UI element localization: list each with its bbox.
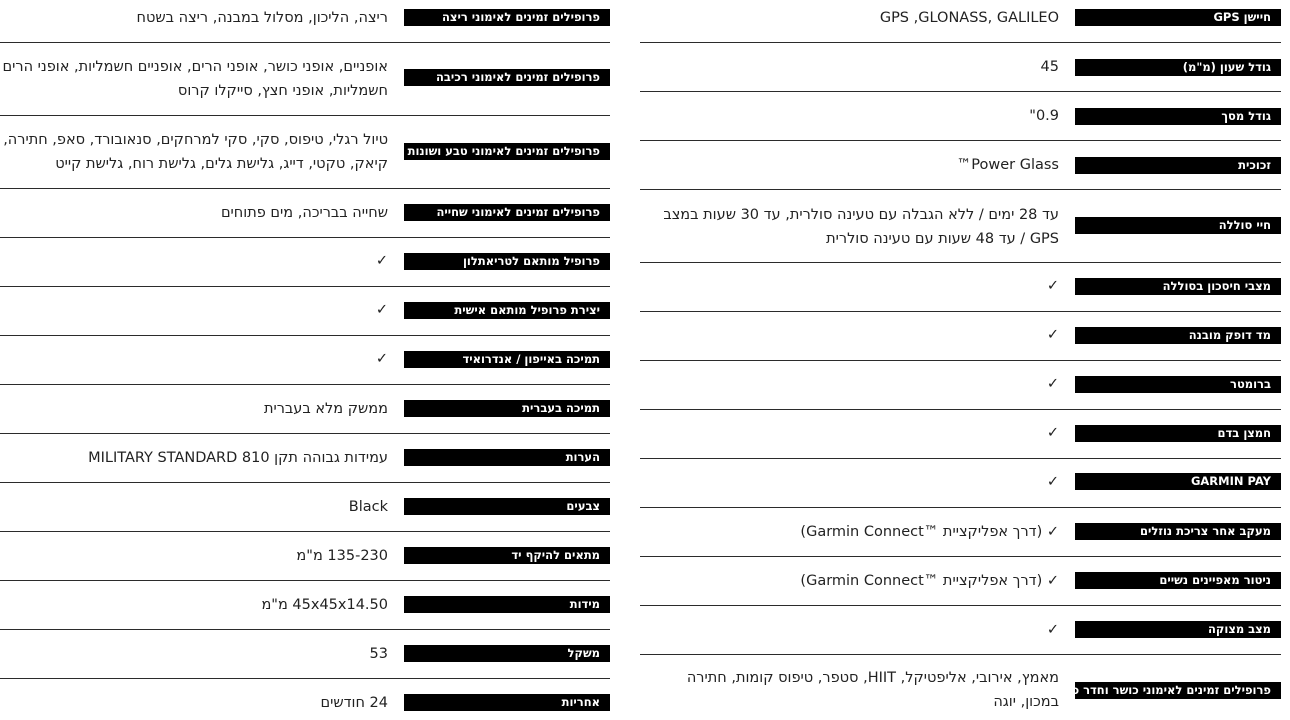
spec-value: ✓ (דרך אפליקציית ™Garmin Connect) xyxy=(800,524,1059,540)
spec-value: GPS ,GLONASS, GALILEO xyxy=(879,10,1059,26)
spec-label: ניטור מאפיינים נשיים xyxy=(1075,572,1281,589)
spec-value: עמידות גבוהה תקן MILITARY STANDARD 810 xyxy=(88,450,388,466)
spec-row-gym-profiles xyxy=(640,655,1281,719)
spec-row-blood-oxygen xyxy=(640,410,1281,459)
spec-row-battery-saver xyxy=(640,263,1281,312)
spec-row-dimensions xyxy=(0,581,610,630)
spec-value: 45x45x14.50 מ"מ xyxy=(261,597,388,613)
spec-label: מד דופק מובנה xyxy=(1075,327,1281,344)
spec-row-running xyxy=(0,0,610,43)
spec-value: ממשק מלא בעברית xyxy=(263,401,388,417)
spec-row-hydration xyxy=(640,508,1281,557)
spec-value: 24 חודשים xyxy=(320,695,388,711)
spec-value: ✓ xyxy=(1046,474,1059,490)
spec-value: ריצה, הליכון, מסלול במבנה, ריצה בשטח xyxy=(136,10,388,26)
spec-label: יצירת פרופיל מותאם אישית xyxy=(404,302,610,319)
spec-value: ✓ xyxy=(1046,278,1059,294)
spec-value: ✓ xyxy=(1046,327,1059,343)
spec-row-barometer xyxy=(640,361,1281,410)
spec-value: 53 xyxy=(369,646,388,662)
spec-row-wrist-size xyxy=(0,532,610,581)
spec-label: מידות xyxy=(404,596,610,613)
spec-value: טיול רגלי, טיפוס, סקי, סקי למרחקים, סנאובורד, סאפ, חתירה, קיאק, טקטי, דייג, גלישת גלים, גלישת רוח, גלישת קייט xyxy=(3,132,388,172)
spec-label: פרופילים זמינים לאימוני שחייה xyxy=(404,204,610,221)
spec-label: ברומטר xyxy=(1075,376,1281,393)
spec-label: חמצן בדם xyxy=(1075,425,1281,442)
spec-value: ✓ xyxy=(375,253,388,269)
spec-label: פרופיל מותאם לטריאתלון xyxy=(404,253,610,270)
spec-label: תמיכה בעברית xyxy=(404,400,610,417)
spec-value: 45 xyxy=(1040,59,1059,75)
spec-row-heart-rate xyxy=(640,312,1281,361)
spec-value: Black xyxy=(348,499,388,515)
spec-label: הערות xyxy=(404,449,610,466)
spec-label: אחריות xyxy=(404,694,610,711)
spec-row-swimming xyxy=(0,189,610,238)
spec-row-gps xyxy=(640,0,1281,43)
spec-row-hebrew xyxy=(0,385,610,434)
spec-row-custom-profile xyxy=(0,287,610,336)
spec-value: ✓ xyxy=(1046,622,1059,638)
spec-row-notes xyxy=(0,434,610,483)
spec-label: זכוכית xyxy=(1075,157,1281,174)
spec-label: פרופילים זמינים לאימוני כושר וחדר כושר xyxy=(1075,682,1281,699)
spec-row-colors xyxy=(0,483,610,532)
spec-value: 135-230 מ"מ xyxy=(296,548,388,564)
spec-row-glass xyxy=(640,141,1281,190)
spec-label: תמיכה באייפון / אנדרואיד xyxy=(404,351,610,368)
spec-row-warranty xyxy=(0,679,610,719)
spec-row-watch-size xyxy=(640,43,1281,92)
spec-value: עד 28 ימים / ללא הגבלה עם טעינה סולרית, עד 30 שעות במצב GPS / עד 48 שעות עם טעינה סולרית xyxy=(663,207,1059,247)
spec-label: פרופילים זמינים לאימוני רכיבה xyxy=(404,69,610,86)
spec-row-incident xyxy=(640,606,1281,655)
spec-value: אופניים, אופני כושר, אופני הרים, אופניים חשמליות, אופני הרים חשמליות, אופני חצץ, סייקלו קרוס xyxy=(2,59,388,99)
spec-row-womens-health xyxy=(640,557,1281,606)
spec-label: GARMIN PAY xyxy=(1075,473,1281,490)
spec-row-weight xyxy=(0,630,610,679)
spec-label: מצב מצוקה xyxy=(1075,621,1281,638)
spec-row-battery xyxy=(640,190,1281,263)
spec-row-outdoor xyxy=(0,116,610,189)
spec-label: חיישן GPS xyxy=(1075,9,1281,26)
spec-label: מעקב אחר צריכת נוזלים xyxy=(1075,523,1281,540)
spec-label: פרופילים זמינים לאימוני ריצה xyxy=(404,9,610,26)
spec-value: Power Glass™ xyxy=(956,157,1059,173)
spec-row-garmin-pay xyxy=(640,459,1281,508)
spec-value: שחייה בבריכה, מים פתוחים xyxy=(220,205,388,221)
spec-label: מתאים להיקף יד xyxy=(404,547,610,564)
spec-row-screen-size xyxy=(640,92,1281,141)
spec-value: ✓ xyxy=(375,351,388,367)
spec-value: 0.9" xyxy=(1029,108,1059,124)
spec-label: צבעים xyxy=(404,498,610,515)
spec-row-triathlon xyxy=(0,238,610,287)
spec-value: ✓ xyxy=(375,302,388,318)
spec-label: משקל xyxy=(404,645,610,662)
spec-label: מצבי חיסכון בסוללה xyxy=(1075,278,1281,295)
spec-label: גודל מסך xyxy=(1075,108,1281,125)
spec-value: מאמץ, אירובי, אליפטיקל, HIIT, סטפר, טיפוס קומות, חתירה במכון, יוגה xyxy=(686,670,1059,710)
spec-label: חיי סוללה xyxy=(1075,217,1281,234)
spec-row-phone-support xyxy=(0,336,610,385)
spec-value: ✓ xyxy=(1046,425,1059,441)
spec-label: גודל שעון (מ"מ) xyxy=(1075,59,1281,76)
spec-label: פרופילים זמינים לאימוני טבע ושונות xyxy=(404,143,610,160)
spec-value: ✓ (דרך אפליקציית ™Garmin Connect) xyxy=(800,573,1059,589)
spec-row-cycling xyxy=(0,43,610,116)
spec-value: ✓ xyxy=(1046,376,1059,392)
